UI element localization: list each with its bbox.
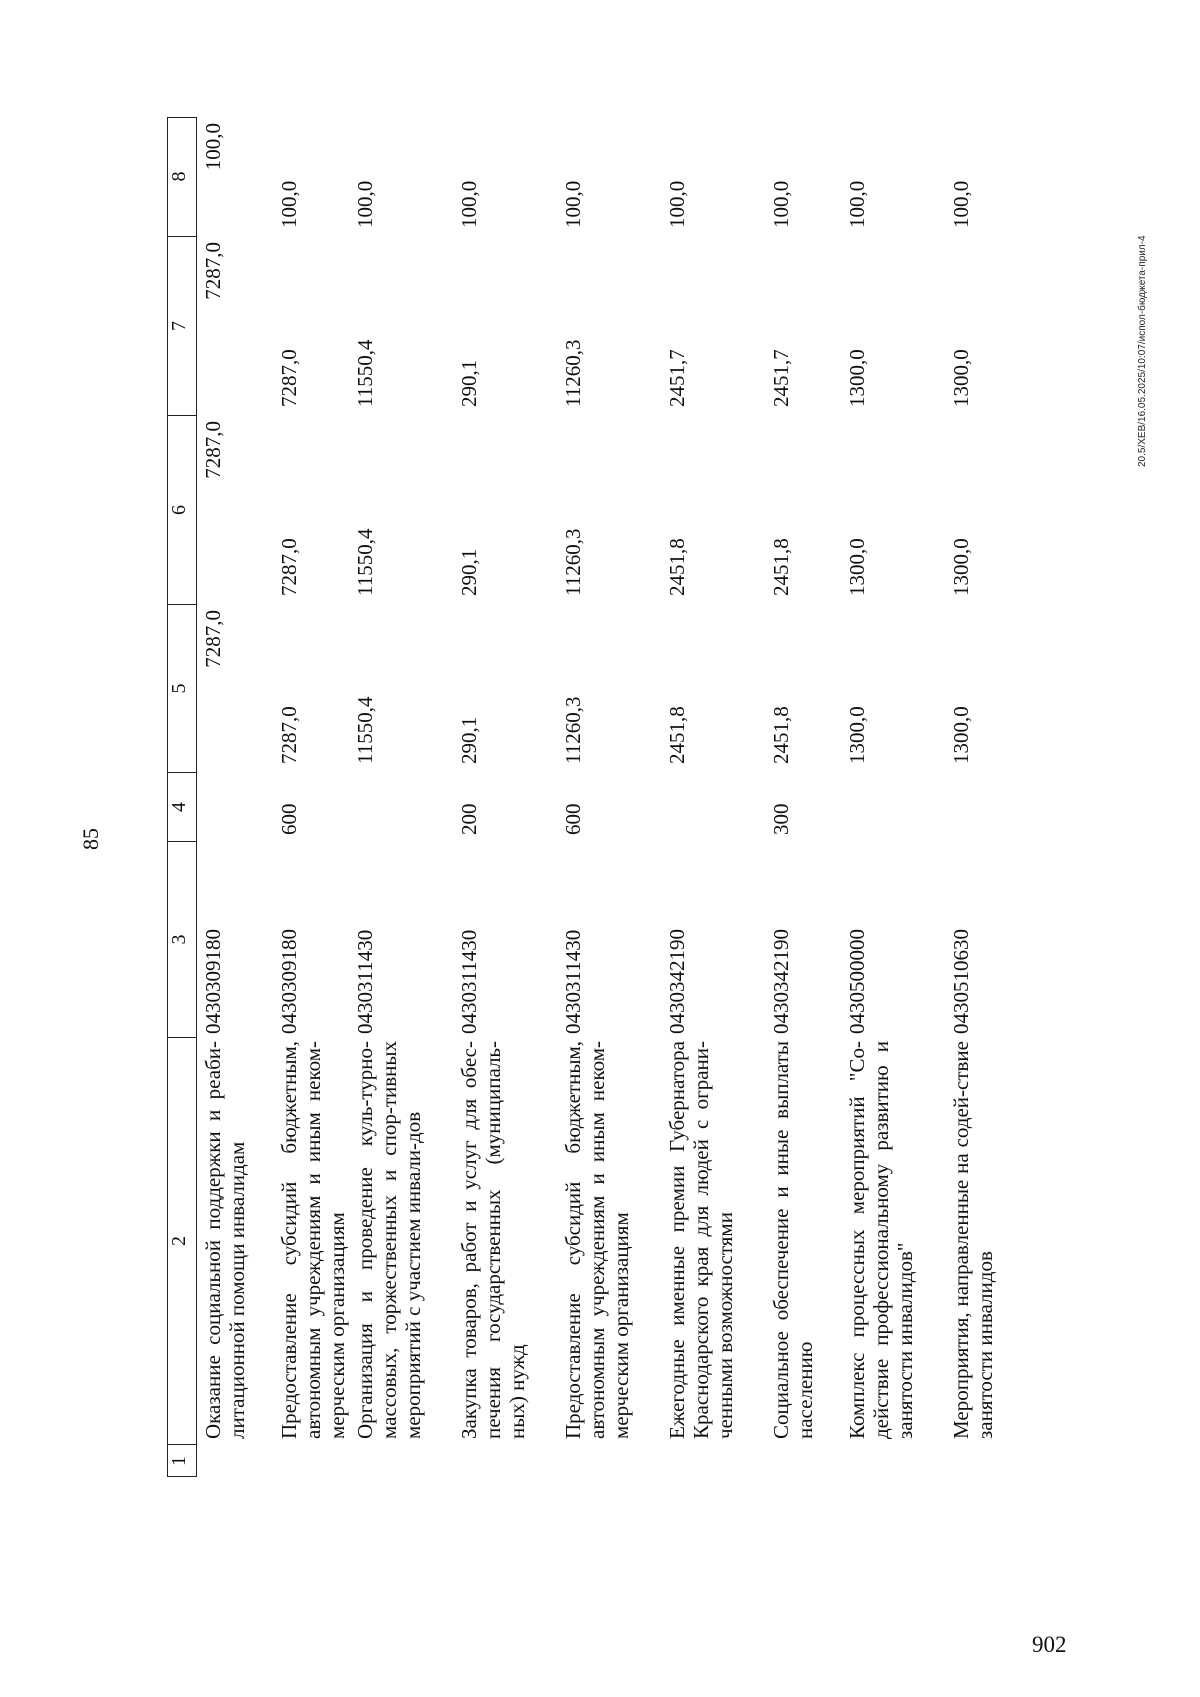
row-col8: 100,0 — [353, 180, 377, 228]
row-name: Мероприятия, направленные на содей-ствие занятости инвалидов — [949, 1041, 997, 1439]
table-row — [665, 117, 765, 1477]
col-header-4: 4 — [167, 772, 197, 841]
row-col6: 2451,8 — [769, 538, 793, 596]
col-header-3: 3 — [167, 841, 197, 1037]
col-header-1: 1 — [167, 1444, 197, 1477]
row-col8: 100,0 — [277, 180, 301, 228]
col-header-6: 6 — [167, 415, 197, 604]
row-col5: 1300,0 — [845, 706, 869, 764]
row-name: Организация и проведение куль-турно-массовых, торжественных и спор-тивных мероприятий с участием инвали-дов — [353, 1041, 425, 1439]
row-code: 0430510630 — [949, 929, 973, 1034]
page-number: 85 — [78, 828, 103, 850]
row-expense-type: 300 — [769, 803, 793, 835]
header-right-border — [167, 117, 197, 1477]
row-col6: 290,1 — [457, 548, 481, 596]
row-col6: 11550,4 — [353, 528, 377, 596]
row-col7: 2451,7 — [665, 349, 689, 407]
row-name: Ежегодные именные премии Губернатора Краснодарского края для людей с ограни-ченными возможностями — [665, 1041, 737, 1439]
budget-table — [167, 117, 1023, 1477]
row-col5: 2451,8 — [769, 706, 793, 764]
row-name: Комплекс процессных мероприятий "Со-действие профессиональному развитию и занятости инвалидов" — [845, 1041, 917, 1439]
row-code: 0430500000 — [845, 929, 869, 1034]
row-code: 0430311430 — [353, 929, 377, 1034]
row-col8: 100,0 — [201, 123, 225, 171]
row-col7: 2451,7 — [769, 349, 793, 407]
row-name: Предоставление субсидий бюджетным, автономным учреждениям и иным неком-мерческим организациям — [561, 1041, 633, 1439]
row-code: 0430309180 — [201, 929, 225, 1034]
col-header-5: 5 — [167, 604, 197, 772]
row-col6: 11260,3 — [561, 528, 585, 596]
row-col6: 1300,0 — [845, 538, 869, 596]
row-expense-type: 600 — [561, 803, 585, 835]
row-code: 0430342190 — [769, 929, 793, 1034]
row-col6: 1300,0 — [949, 538, 973, 596]
row-col5: 7287,0 — [277, 706, 301, 764]
row-col8: 100,0 — [769, 180, 793, 228]
row-name: Закупка товаров, работ и услуг для обес-печения государственных (муниципаль-ных) нужд — [457, 1041, 529, 1439]
row-col7: 290,1 — [457, 359, 481, 407]
row-expense-type: 200 — [457, 803, 481, 835]
row-col8: 100,0 — [845, 180, 869, 228]
row-name: Социальное обеспечение и иные выплаты населению — [769, 1041, 817, 1439]
row-name: Предоставление субсидий бюджетным, автономным учреждениям и иным неком-мерческим организациям — [277, 1041, 349, 1439]
row-col8: 100,0 — [457, 180, 481, 228]
table-row — [353, 117, 453, 1477]
row-col7: 11550,4 — [353, 339, 377, 407]
row-expense-type: 600 — [277, 803, 301, 835]
row-code: 0430311430 — [457, 929, 481, 1034]
col-header-8: 8 — [168, 171, 190, 182]
row-code: 0430342190 — [665, 929, 689, 1034]
footer-note: 20.5/XEB/16.05.2025/10:07/испол-бюджета-прил-4 — [1137, 235, 1148, 467]
row-col7: 7287,0 — [277, 349, 301, 407]
row-code: 0430309180 — [277, 929, 301, 1034]
row-col7: 1300,0 — [949, 349, 973, 407]
table-row — [845, 117, 945, 1477]
row-col7: 11260,3 — [561, 339, 585, 407]
row-col5: 7287,0 — [201, 610, 225, 668]
row-col5: 290,1 — [457, 716, 481, 764]
table-row — [949, 117, 1049, 1477]
row-col6: 7287,0 — [277, 538, 301, 596]
header-left-border — [167, 1476, 197, 1477]
row-col6: 7287,0 — [201, 421, 225, 479]
row-col8: 100,0 — [949, 180, 973, 228]
row-col8: 100,0 — [665, 180, 689, 228]
table-row — [457, 117, 557, 1477]
row-col5: 11550,4 — [353, 696, 377, 764]
row-col5: 2451,8 — [665, 706, 689, 764]
row-col5: 1300,0 — [949, 706, 973, 764]
row-col5: 11260,3 — [561, 696, 585, 764]
row-code: 0430311430 — [561, 929, 585, 1034]
table-row — [561, 117, 661, 1477]
document-page-number: 902 — [1032, 1632, 1067, 1657]
row-col7: 1300,0 — [845, 349, 869, 407]
row-col6: 2451,8 — [665, 538, 689, 596]
row-col8: 100,0 — [561, 180, 585, 228]
col-header-2: 2 — [167, 1037, 197, 1444]
col-header-7: 7 — [167, 236, 197, 415]
row-col7: 7287,0 — [201, 242, 225, 300]
row-name: Оказание социальной поддержки и реаби-литационной помощи инвалидам — [201, 1041, 249, 1439]
